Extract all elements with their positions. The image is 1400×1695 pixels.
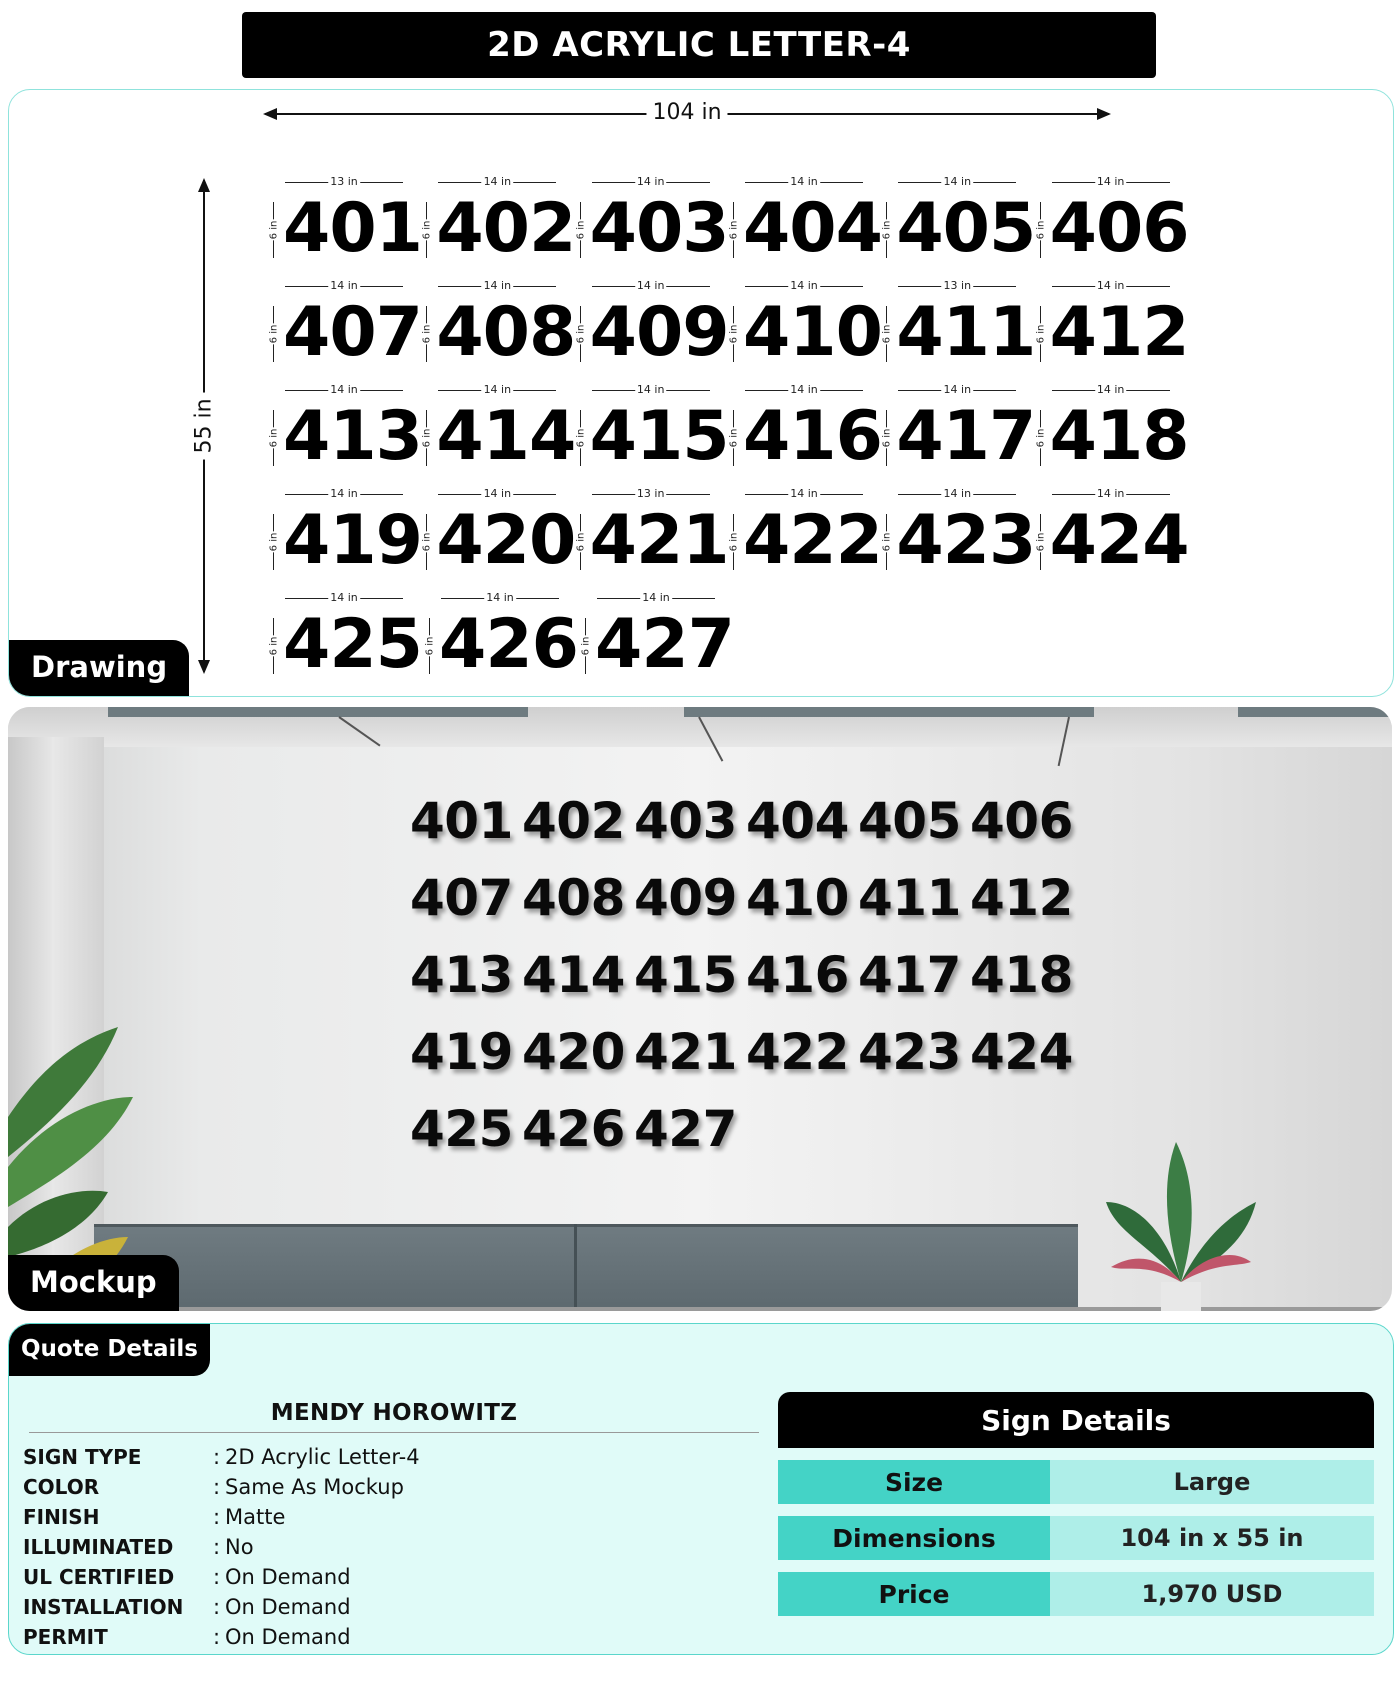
room-number: 414 [436, 397, 576, 476]
mockup-panel [8, 707, 1392, 1311]
customer-name: MENDY HOROWITZ [270, 1400, 518, 1426]
width-label: 14 in [790, 175, 818, 188]
height-dimension [882, 306, 892, 362]
mockup-number: 412 [970, 869, 1073, 927]
mockup-number-grid [410, 792, 1082, 1177]
sign-details-title: Sign Details [778, 1392, 1374, 1448]
detail-value: On Demand [225, 1625, 351, 1649]
height-label: 6 in [421, 220, 433, 240]
drawing-letter [420, 175, 576, 280]
height-dimension [729, 410, 739, 466]
drawing-letter [267, 384, 420, 488]
height-dimension [269, 514, 279, 570]
drawing-row [267, 280, 1187, 384]
height-label: 6 in [268, 324, 280, 344]
cabinet-divider [574, 1224, 577, 1311]
ceiling-light [684, 707, 1094, 717]
mockup-number: 402 [522, 792, 625, 850]
mockup-number: 407 [410, 869, 513, 927]
detail-row: PERMIT : On Demand [23, 1625, 351, 1649]
drawing-letter [880, 175, 1036, 280]
sign-value: 104 in x 55 in [1050, 1516, 1374, 1560]
width-label: 14 in [330, 383, 358, 396]
mockup-number: 403 [634, 792, 737, 850]
detail-value: No [225, 1535, 254, 1559]
mockup-number: 410 [746, 869, 849, 927]
height-label: 6 in [1035, 324, 1047, 344]
room-number: 407 [283, 293, 422, 372]
height-dimension [576, 410, 586, 466]
mockup-row [410, 1023, 1082, 1100]
height-dimension [1036, 306, 1046, 362]
mockup-row [410, 869, 1082, 946]
height-label: 6 in [268, 636, 280, 656]
sign-row-size [778, 1460, 1374, 1504]
detail-key: INSTALLATION [23, 1595, 184, 1619]
height-dimension [729, 306, 739, 362]
drawing-row [267, 384, 1187, 488]
room-number: 416 [742, 397, 882, 476]
mockup-cabinet [94, 1224, 1078, 1311]
drawing-letter [727, 384, 880, 488]
detail-value: On Demand [225, 1565, 351, 1589]
drawing-letter [1034, 384, 1187, 488]
customer-divider [29, 1432, 759, 1433]
quote-panel [8, 1323, 1394, 1655]
sign-row-dimensions [778, 1516, 1374, 1560]
width-label: 13 in [636, 487, 665, 500]
detail-row: ILLUMINATED : No [23, 1535, 254, 1559]
drawing-letter [574, 488, 727, 592]
detail-row: INSTALLATION : On Demand [23, 1595, 351, 1619]
drawing-letter [420, 487, 576, 592]
drawing-letter [1034, 176, 1187, 280]
detail-value: On Demand [225, 1595, 351, 1619]
height-label: 6 in [728, 532, 740, 552]
mockup-number: 426 [522, 1100, 625, 1158]
room-number: 405 [896, 189, 1036, 268]
mockup-row [410, 1100, 1082, 1177]
height-dimension [269, 202, 279, 258]
height-dimension [729, 514, 739, 570]
mockup-number: 422 [746, 1023, 849, 1081]
mockup-number: 413 [410, 946, 513, 1004]
height-dimension [425, 618, 435, 674]
height-dimension [269, 410, 279, 466]
sign-key: Price [778, 1572, 1050, 1616]
detail-key: SIGN TYPE [23, 1445, 142, 1469]
mockup-number: 417 [858, 946, 961, 1004]
height-dimension [422, 202, 432, 258]
width-label: 14 in [790, 279, 818, 292]
drawing-letter [267, 488, 420, 592]
height-dimension [1036, 514, 1046, 570]
detail-key: UL CERTIFIED [23, 1565, 175, 1589]
drawing-letter [574, 384, 727, 488]
mockup-number: 404 [746, 792, 849, 850]
height-dimension [269, 306, 279, 362]
drawing-letter [574, 280, 727, 384]
height-label: 6 in [421, 532, 433, 552]
detail-row: UL CERTIFIED : On Demand [23, 1565, 351, 1589]
width-label: 13 in [943, 279, 972, 292]
detail-value: 2D Acrylic Letter-4 [225, 1445, 420, 1469]
mockup-row [410, 946, 1082, 1023]
sign-value: Large [1050, 1460, 1374, 1504]
drawing-letter [267, 592, 423, 696]
detail-row: COLOR : Same As Mockup [23, 1475, 404, 1499]
height-label: 6 in [881, 324, 893, 344]
drawing-panel [8, 89, 1394, 697]
overall-width-dimension [265, 100, 1109, 125]
mockup-number: 405 [858, 792, 961, 850]
height-dimension [422, 306, 432, 362]
width-label: 14 in [1096, 487, 1125, 500]
mockup-number: 409 [634, 869, 737, 927]
height-label: 6 in [1035, 428, 1047, 448]
height-label: 6 in [728, 324, 740, 344]
room-number: 408 [436, 293, 576, 372]
sign-details-table [778, 1392, 1374, 1616]
detail-key: COLOR [23, 1475, 100, 1499]
room-number: 426 [439, 605, 578, 684]
height-dimension [422, 410, 432, 466]
detail-row: FINISH : Matte [23, 1505, 286, 1529]
width-label: 14 in [642, 591, 670, 604]
width-label: 14 in [330, 487, 358, 500]
drawing-letter [574, 176, 727, 280]
drawing-letter [420, 383, 576, 488]
width-label: 14 in [790, 487, 818, 500]
drawing-row [267, 176, 1187, 280]
mockup-number: 419 [410, 1023, 513, 1081]
height-dimension [576, 306, 586, 362]
sign-key: Size [778, 1460, 1050, 1504]
height-label: 6 in [268, 220, 280, 240]
mockup-number: 408 [522, 869, 625, 927]
height-label: 6 in [728, 220, 740, 240]
room-number: 402 [436, 189, 576, 268]
height-label: 6 in [881, 220, 893, 240]
room-number: 413 [283, 397, 422, 476]
detail-value: Same As Mockup [225, 1475, 404, 1499]
mockup-row [410, 792, 1082, 869]
room-number: 404 [742, 189, 882, 268]
room-number: 423 [896, 501, 1036, 580]
height-label: 6 in [575, 428, 587, 448]
drawing-letter [727, 176, 880, 280]
width-label: 14 in [330, 591, 358, 604]
height-label: 6 in [268, 428, 280, 448]
drawing-letter [1034, 488, 1187, 592]
height-dimension [576, 202, 586, 258]
drawing-letter [880, 383, 1036, 488]
height-dimension [882, 514, 892, 570]
width-label: 14 in [330, 279, 358, 292]
mockup-number: 418 [970, 946, 1073, 1004]
detail-row: SIGN TYPE : 2D Acrylic Letter-4 [23, 1445, 420, 1469]
room-number: 427 [595, 605, 734, 684]
mockup-number: 421 [634, 1023, 737, 1081]
height-dimension [1036, 202, 1046, 258]
room-number: 415 [589, 397, 729, 476]
height-label: 6 in [1035, 532, 1047, 552]
drawing-tag: Drawing [9, 640, 189, 696]
height-label: 6 in [580, 636, 592, 656]
drawing-letter [880, 279, 1036, 384]
right-plant-icon [1106, 1142, 1256, 1311]
width-label: 14 in [483, 383, 512, 396]
sign-row-price [778, 1572, 1374, 1616]
width-label: 14 in [790, 383, 818, 396]
detail-key: PERMIT [23, 1625, 108, 1649]
width-label: 14 in [1096, 279, 1125, 292]
height-label: 6 in [575, 532, 587, 552]
width-label: 14 in [943, 175, 972, 188]
ceiling-light [108, 707, 528, 717]
room-number: 412 [1049, 293, 1189, 372]
width-label: 14 in [636, 279, 665, 292]
height-dimension [422, 514, 432, 570]
sign-value: 1,970 USD [1050, 1572, 1374, 1616]
mockup-number: 406 [970, 792, 1073, 850]
drawing-letter [423, 592, 579, 696]
room-number: 410 [742, 293, 882, 372]
mockup-number: 423 [858, 1023, 961, 1081]
height-label: 6 in [421, 428, 433, 448]
quote-tag: Quote Details [9, 1324, 210, 1376]
height-dimension [269, 618, 279, 674]
width-label: 14 in [1096, 383, 1125, 396]
room-number: 417 [896, 397, 1036, 476]
overall-height-dimension [191, 180, 217, 672]
mockup-number: 425 [410, 1100, 513, 1158]
mockup-number: 416 [746, 946, 849, 1004]
height-label: 6 in [1035, 220, 1047, 240]
mockup-number: 401 [410, 792, 513, 850]
height-label: 6 in [575, 324, 587, 344]
height-label: 6 in [421, 324, 433, 344]
detail-key: FINISH [23, 1505, 100, 1529]
overall-width-label: 104 in [646, 100, 727, 125]
width-label: 14 in [636, 175, 665, 188]
mockup-number: 420 [522, 1023, 625, 1081]
mockup-number: 424 [970, 1023, 1073, 1081]
drawing-row [267, 592, 1187, 696]
quote-detail-list [23, 1442, 420, 1652]
height-label: 6 in [881, 532, 893, 552]
room-number: 406 [1049, 189, 1189, 268]
drawing-row [267, 488, 1187, 592]
width-label: 14 in [483, 487, 512, 500]
height-label: 6 in [728, 428, 740, 448]
height-dimension [1036, 410, 1046, 466]
width-label: 14 in [483, 279, 512, 292]
mockup-number: 415 [634, 946, 737, 1004]
room-number: 403 [589, 189, 729, 268]
ceiling-light [1238, 707, 1392, 717]
height-label: 6 in [268, 532, 280, 552]
drawing-letter [579, 592, 735, 696]
room-number: 420 [436, 501, 576, 580]
width-label: 14 in [483, 175, 512, 188]
width-label: 14 in [943, 383, 972, 396]
drawing-letter [1034, 280, 1187, 384]
room-number: 411 [896, 293, 1036, 372]
sign-key: Dimensions [778, 1516, 1050, 1560]
room-number: 425 [283, 605, 422, 684]
width-label: 14 in [1096, 175, 1125, 188]
room-number: 418 [1049, 397, 1189, 476]
room-number: 422 [742, 501, 882, 580]
room-number: 401 [283, 189, 422, 268]
drawing-letter [420, 279, 576, 384]
width-label: 13 in [330, 175, 358, 188]
width-label: 14 in [636, 383, 665, 396]
room-number: 419 [283, 501, 422, 580]
room-number: 421 [589, 501, 729, 580]
detail-key: ILLUMINATED [23, 1535, 174, 1559]
page-title: 2D ACRYLIC LETTER-4 [242, 12, 1156, 78]
height-dimension [882, 410, 892, 466]
width-label: 14 in [943, 487, 972, 500]
height-label: 6 in [881, 428, 893, 448]
height-dimension [581, 618, 591, 674]
mockup-tag: Mockup [8, 1255, 179, 1311]
height-dimension [729, 202, 739, 258]
drawing-number-grid [267, 176, 1187, 696]
height-dimension [882, 202, 892, 258]
mockup-number: 411 [858, 869, 961, 927]
mockup-number: 414 [522, 946, 625, 1004]
drawing-letter [727, 280, 880, 384]
height-label: 6 in [424, 636, 436, 656]
height-dimension [576, 514, 586, 570]
mockup-number: 427 [634, 1100, 737, 1158]
drawing-letter [267, 280, 420, 384]
room-number: 409 [589, 293, 729, 372]
width-label: 14 in [486, 591, 514, 604]
drawing-letter [880, 487, 1036, 592]
drawing-letter [727, 488, 880, 592]
detail-value: Matte [225, 1505, 286, 1529]
height-label: 6 in [575, 220, 587, 240]
room-number: 424 [1049, 501, 1189, 580]
overall-height-label: 55 in [192, 392, 217, 459]
drawing-letter [267, 176, 420, 280]
